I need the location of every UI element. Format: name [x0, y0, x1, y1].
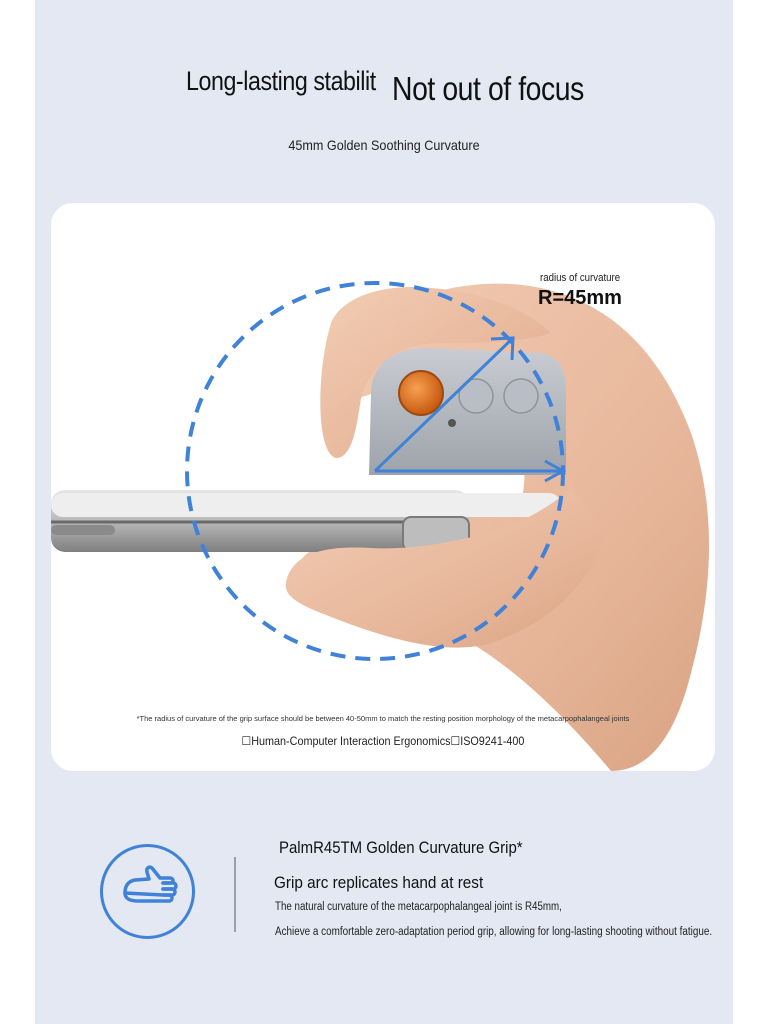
headline-part-2: Not out of focus — [392, 70, 584, 107]
footnote: *The radius of curvature of the grip surface should be between 40-50mm to match the resting position morphology of the metacarpophalangeal joints — [136, 714, 630, 723]
feature-description-1: The natural curvature of the metacarpophalangeal joint is R45mm, — [275, 901, 562, 913]
shutter-button — [399, 371, 443, 415]
hand-icon — [100, 844, 195, 939]
feature-title: PalmR45TM Golden Curvature Grip* — [279, 838, 523, 857]
headline-part-1: Long-lasting stabilit — [186, 66, 376, 96]
indicator-dot — [448, 419, 456, 427]
ergonomics-standard: ☐Human-Computer Interaction Ergonomics☐ISO9241-400 — [241, 734, 525, 748]
radius-value: R=45mm — [538, 287, 622, 309]
phone-top-layer — [51, 493, 561, 517]
control-button-2 — [504, 379, 538, 413]
section-divider — [234, 857, 236, 932]
subtitle: 45mm Golden Soothing Curvature — [288, 137, 480, 153]
feature-description-2: Achieve a comfortable zero-adaptation period grip, allowing for long-lasting shooting without fatigue. — [275, 926, 713, 938]
phone-side-button — [51, 525, 115, 535]
feature-heading: Grip arc replicates hand at rest — [274, 873, 484, 892]
radius-label: radius of curvature — [540, 272, 621, 284]
product-figure-card — [51, 203, 715, 771]
